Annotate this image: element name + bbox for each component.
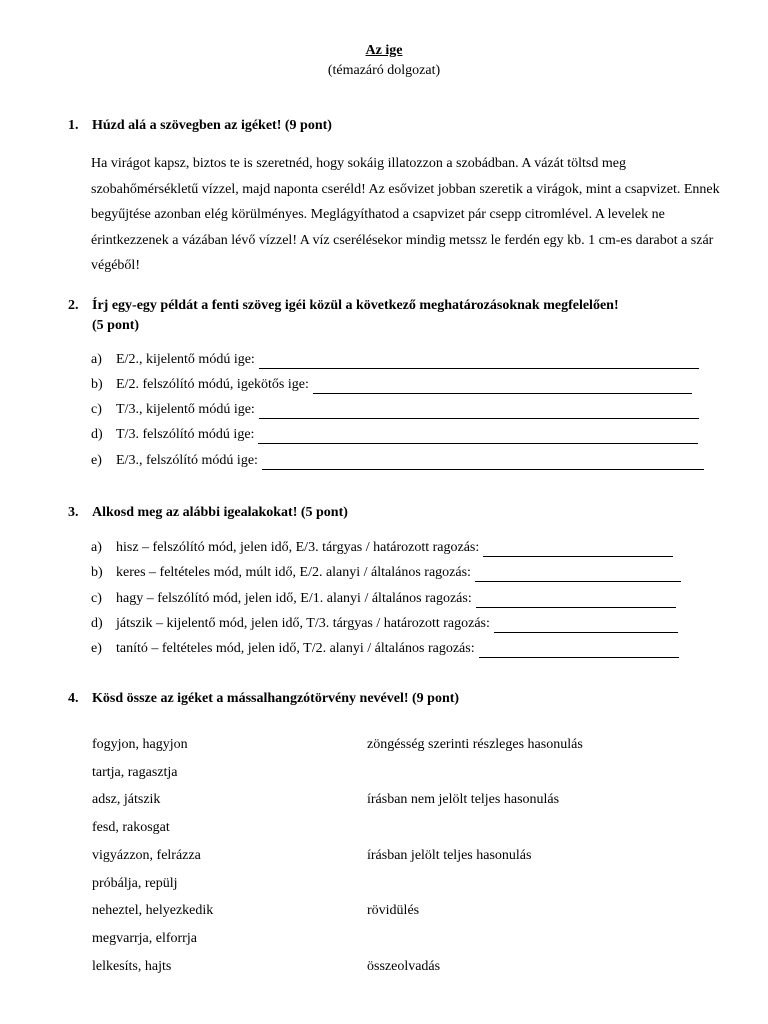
item-text: E/2. felszólító módú, igekötős ige: [116, 377, 309, 392]
verb-pair: adsz, játszik [92, 792, 161, 807]
law-name: összeolvadás [367, 959, 441, 974]
item-label: c) [91, 402, 102, 417]
law-name: írásban jelölt teljes hasonulás [367, 848, 532, 863]
verb-pair: próbálja, repülj [92, 876, 178, 891]
question-1-paragraph: Ha virágot kapsz, biztos te is szeretnéd, hogy sokáig illatozzon a szobádban. A vázát töltsd meg szobahőmérsékletű vízzel, majd naponta cseréld! Az esővizet jobban szeretik a virágok, mint a csapvizet. Ennek begyűjtése azonban elég körülményes. Meglágyíthatod a csapvizet pár csepp citromlével. A levelek ne érintkezzenek a vázában lévő vízzel! A víz cserélésekor mindig metssz le ferdén egy kb. 1 cm-es darabot a szár végéből! [91, 156, 720, 273]
item-label: d) [91, 616, 103, 631]
verb-pair: tartja, ragasztja [92, 765, 178, 780]
item-text: hagy – felszólító mód, jelen idő, E/1. alanyi / általános ragozás: [116, 591, 472, 606]
item-text: T/3., kijelentő módú ige: [116, 402, 255, 417]
answer-line[interactable] [479, 644, 679, 658]
answer-line[interactable] [262, 456, 704, 470]
item-label: a) [91, 352, 102, 367]
verb-pair: fogyjon, hagyjon [92, 737, 188, 752]
q2-item-d [91, 426, 698, 444]
question-text: Alkosd meg az alábbi igealakokat! (5 pont) [92, 505, 348, 520]
verb-pair: neheztel, helyezkedik [92, 903, 214, 918]
item-label: a) [91, 540, 102, 555]
question-text: Húzd alá a szövegben az igéket! (9 pont) [92, 118, 332, 133]
q2-item-b [91, 376, 692, 394]
page-title: Az ige [365, 43, 403, 58]
law-name: zöngésség szerinti részleges hasonulás [367, 737, 583, 752]
item-label: b) [91, 377, 103, 392]
law-name: írásban nem jelölt teljes hasonulás [367, 792, 560, 807]
verb-pair: fesd, rakosgat [92, 820, 170, 835]
answer-line[interactable] [476, 594, 676, 608]
answer-line[interactable] [475, 568, 681, 582]
answer-line[interactable] [258, 430, 698, 444]
q3-item-b [91, 564, 681, 582]
item-label: e) [91, 641, 102, 656]
item-text: tanító – feltételes mód, jelen idő, T/2. alanyi / általános ragozás: [116, 641, 475, 656]
item-text: keres – feltételes mód, múlt idő, E/2. alanyi / általános ragozás: [116, 565, 471, 580]
page-subtitle: (témazáró dolgozat) [327, 63, 441, 78]
question-number: 2. [68, 298, 79, 313]
item-text: E/3., felszólító módú ige: [116, 453, 258, 468]
question-number: 3. [68, 505, 79, 520]
item-label: b) [91, 565, 103, 580]
q2-item-e [91, 452, 704, 470]
question-3-heading [68, 503, 708, 523]
item-text: E/2., kijelentő módú ige: [116, 352, 255, 367]
q2-item-a [91, 351, 699, 369]
answer-line[interactable] [259, 355, 699, 369]
item-label: d) [91, 427, 103, 442]
item-text: hisz – felszólító mód, jelen idő, E/3. tárgyas / határozott ragozás: [116, 540, 480, 555]
item-label: e) [91, 453, 102, 468]
item-label: c) [91, 591, 102, 606]
law-name: rövidülés [367, 903, 420, 918]
verb-pair: lelkesíts, hajts [92, 959, 172, 974]
question-points: (5 pont) [92, 318, 140, 333]
question-2-heading [68, 296, 708, 336]
verb-pair: vigyázzon, felrázza [92, 848, 201, 863]
question-text: Kösd össze az igéket a mássalhangzótörvény nevével! (9 pont) [92, 691, 460, 706]
q3-item-c [91, 590, 676, 608]
item-text: T/3. felszólító módú ige: [116, 427, 255, 442]
question-number: 4. [68, 691, 79, 706]
answer-line[interactable] [259, 405, 699, 419]
q3-item-e [91, 640, 679, 658]
question-1-heading [68, 116, 708, 136]
q2-item-c [91, 401, 699, 419]
item-text: játszik – kijelentő mód, jelen idő, T/3. tárgyas / határozott ragozás: [116, 616, 490, 631]
question-4-heading [68, 689, 708, 709]
question-number: 1. [68, 118, 79, 133]
answer-line[interactable] [483, 543, 673, 557]
verb-pair: megvarrja, elforrja [92, 931, 197, 946]
answer-line[interactable] [494, 619, 678, 633]
q3-item-d [91, 615, 678, 633]
q3-item-a [91, 539, 673, 557]
answer-line[interactable] [313, 380, 692, 394]
question-text: Írj egy-egy példát a fenti szöveg igéi közül a következő meghatározásoknak megfelelően! [92, 298, 619, 313]
